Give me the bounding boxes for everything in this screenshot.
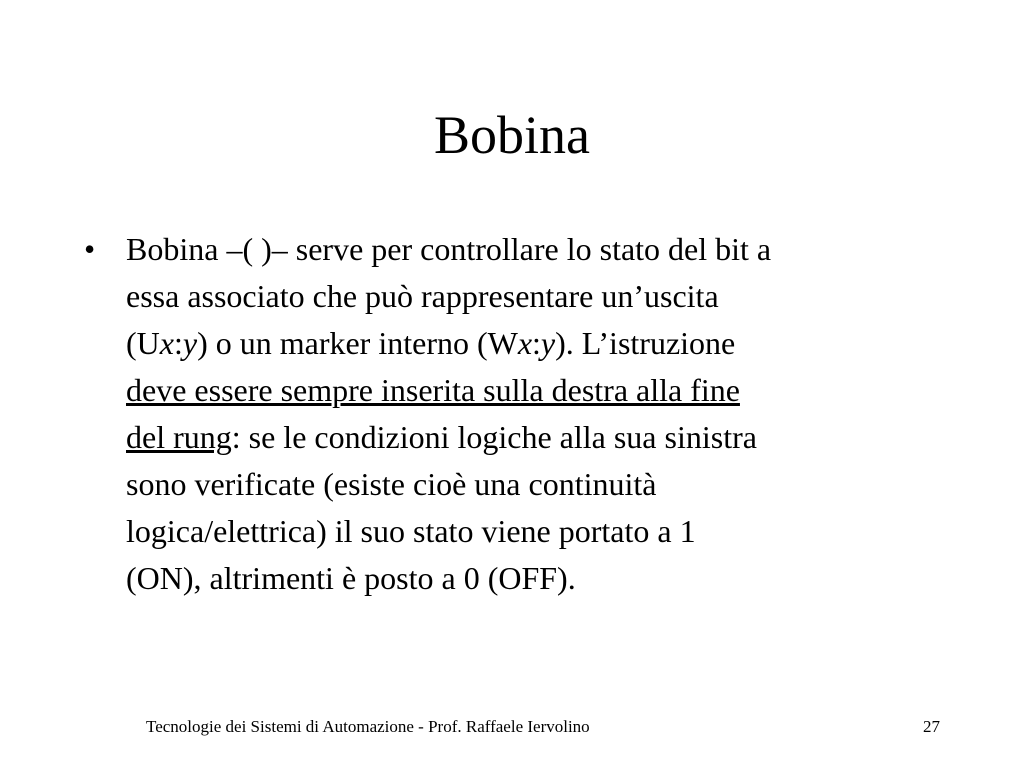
slide-content — [84, 226, 944, 602]
text-fragment: : se le condizioni logiche alla sua sinistra — [231, 419, 757, 455]
text-fragment: (U — [126, 325, 160, 361]
italic-variable-x: x — [517, 325, 533, 361]
bullet-line-3 — [126, 325, 735, 361]
text-fragment: : — [532, 325, 541, 361]
underlined-text: del rung — [126, 419, 232, 455]
text-fragment: ). L’istruzione — [555, 325, 736, 361]
underlined-text: deve essere sempre inserita sulla destra alla fine — [126, 372, 740, 408]
page-number: 27 — [923, 717, 940, 736]
footer-text: Tecnologie dei Sistemi di Automazione - Prof. Raffaele Iervolino — [146, 717, 590, 736]
bullet-item — [84, 226, 944, 602]
italic-variable-x: x — [159, 325, 174, 361]
text-fragment: ) o un marker interno (W — [197, 325, 518, 361]
bullet-line-2: essa associato che può rappresentare un’uscita — [126, 278, 719, 314]
italic-variable-y: y — [540, 325, 556, 361]
bullet-icon: • — [84, 231, 96, 267]
italic-variable-y: y — [182, 325, 198, 361]
bullet-line-5 — [126, 419, 757, 455]
bullet-line-6: sono verificate (esiste cioè una continuità — [126, 466, 657, 502]
slide-title: Bobina — [434, 105, 590, 165]
bullet-line-1: Bobina –( )– serve per controllare lo stato del bit a — [126, 231, 772, 267]
bullet-line-8: (ON), altrimenti è posto a 0 (OFF). — [126, 560, 576, 596]
text-fragment: : — [173, 325, 183, 361]
bullet-line-7: logica/elettrica) il suo stato viene portato a 1 — [126, 513, 696, 549]
